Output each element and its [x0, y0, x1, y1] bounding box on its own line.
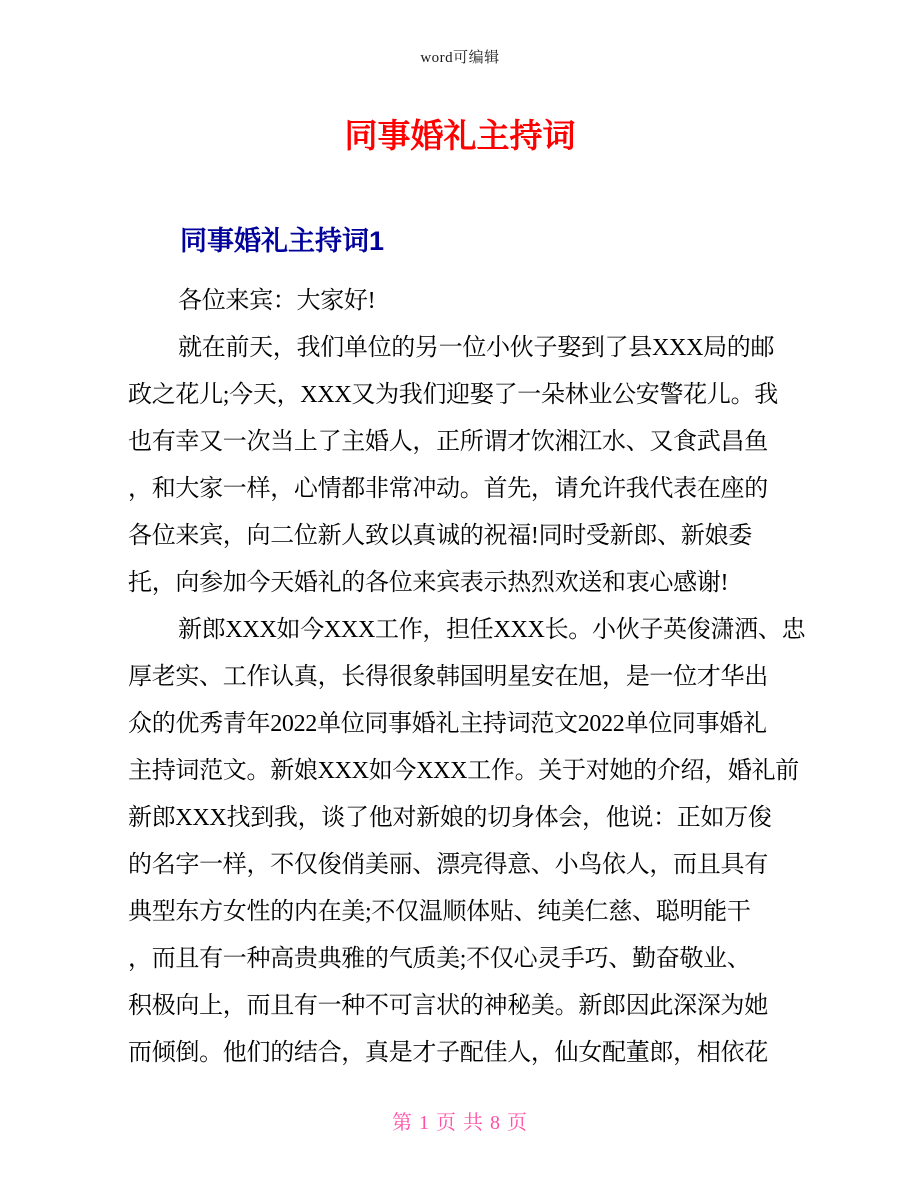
body-line: ，和大家一样，心情都非常冲动。首先，请允许我代表在座的 [128, 476, 768, 502]
body-line: 而倾倒。他们的结合，真是才子配佳人，仙女配董郎，相依花 [128, 1040, 768, 1066]
body-line: 厚老实、工作认真，长得很象韩国明星安在旭，是一位才华出 [128, 664, 768, 690]
document-body [128, 278, 806, 1077]
body-line: 主持词范文。新娘XXX如今XXX工作。关于对她的介绍，婚礼前 [128, 758, 799, 784]
body-line: 各位来宾，向二位新人致以真诚的祝福!同时受新郎、新娘委 [128, 523, 752, 549]
body-line: 就在前天，我们单位的另一位小伙子娶到了县XXX局的邮 [178, 335, 775, 361]
section-heading: 同事婚礼主持词1 [180, 226, 385, 256]
watermark-text: word可编辑 [420, 50, 500, 66]
page-number-footer: 第 1 页 共 8 页 [392, 1112, 528, 1134]
body-line: 众的优秀青年2022单位同事婚礼主持词范文2022单位同事婚礼 [128, 711, 767, 737]
body-line: 新郎XXX找到我，谈了他对新娘的切身体会，他说：正如万俊 [128, 805, 772, 831]
body-line: 积极向上，而且有一种不可言状的神秘美。新郎因此深深为她 [128, 993, 768, 1019]
body-line: 新郎XXX如今XXX工作，担任XXX长。小伙子英俊潇洒、忠 [178, 617, 806, 643]
body-line: 政之花儿;今天，XXX又为我们迎娶了一朵林业公安警花儿。我 [128, 382, 778, 408]
body-line: ，而且有一种高贵典雅的气质美;不仅心灵手巧、勤奋敬业、 [128, 946, 751, 972]
document-title: 同事婚礼主持词 [344, 117, 576, 154]
body-line: 典型东方女性的内在美;不仅温顺体贴、纯美仁慈、聪明能干 [128, 899, 751, 925]
body-line: 托，向参加今天婚礼的各位来宾表示热烈欢送和衷心感谢! [128, 570, 729, 596]
body-line: 也有幸又一次当上了主婚人，正所谓才饮湘江水、又食武昌鱼 [128, 429, 768, 455]
body-line: 各位来宾：大家好! [178, 288, 376, 314]
body-line: 的名字一样，不仅俊俏美丽、漂亮得意、小鸟依人，而且具有 [128, 852, 768, 878]
